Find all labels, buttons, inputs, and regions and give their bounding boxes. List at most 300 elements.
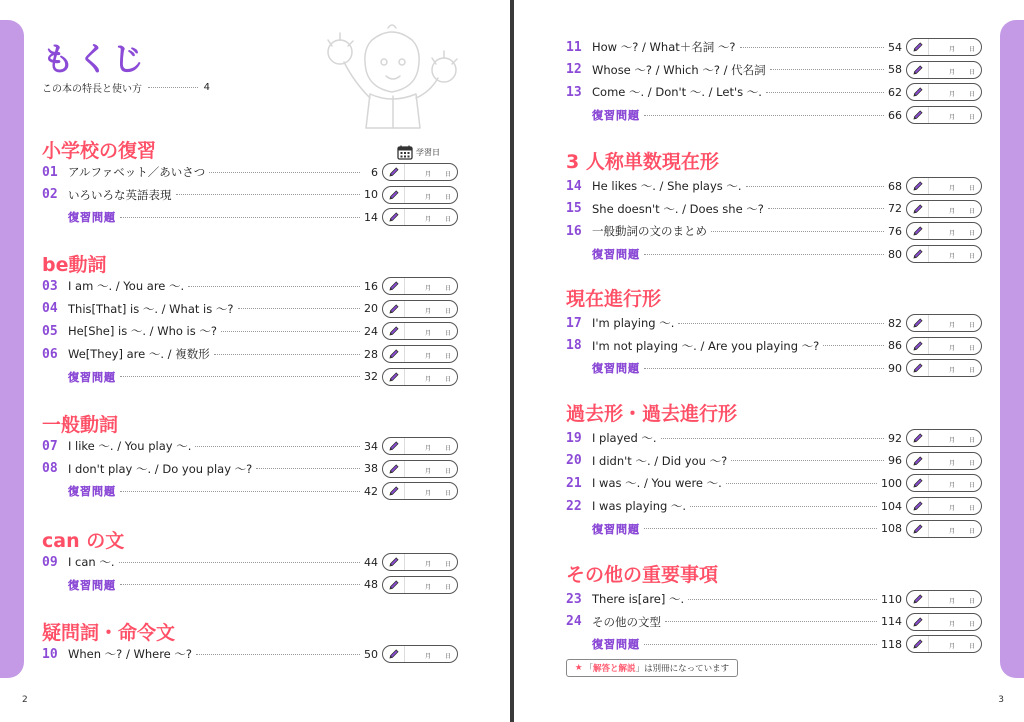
month-label: 月 bbox=[949, 598, 956, 605]
day-label: 日 bbox=[969, 207, 976, 215]
lesson-title: I was playing ～. bbox=[592, 499, 687, 514]
pencil-icon bbox=[907, 315, 929, 331]
pencil-icon bbox=[383, 346, 405, 362]
lesson-title: 復習問題 bbox=[592, 362, 640, 376]
lesson-row[interactable] bbox=[566, 590, 982, 608]
pencil-icon bbox=[907, 591, 929, 607]
month-label: 月 bbox=[949, 527, 956, 535]
day-label: 日 bbox=[969, 68, 976, 76]
pencil-icon bbox=[383, 301, 405, 317]
lesson-page: 24 bbox=[364, 324, 378, 338]
day-label: 日 bbox=[969, 91, 976, 99]
lesson-row[interactable] bbox=[42, 553, 458, 571]
lesson-page: 62 bbox=[888, 85, 902, 99]
month-label: 月 bbox=[949, 91, 956, 99]
page-title: もくじ bbox=[42, 40, 148, 78]
leader-dots bbox=[690, 506, 877, 507]
lesson-row[interactable] bbox=[42, 322, 458, 340]
lesson-number: 10 bbox=[42, 646, 58, 662]
lesson-title: How ～? / What＋名詞 ～? bbox=[592, 40, 736, 54]
leader-dots bbox=[688, 599, 877, 600]
day-label: 日 bbox=[445, 285, 452, 292]
leader-dots bbox=[711, 231, 884, 232]
pencil-icon bbox=[907, 84, 929, 100]
lesson-row[interactable] bbox=[42, 345, 458, 363]
lesson-title: I was ～. / You were ～. bbox=[592, 476, 722, 491]
pencil-icon bbox=[383, 554, 405, 570]
lesson-page: 34 bbox=[364, 439, 378, 453]
study-date-box[interactable] bbox=[906, 635, 982, 653]
lesson-number: 13 bbox=[566, 84, 582, 100]
pencil-icon bbox=[907, 430, 929, 446]
page-number: 3 bbox=[998, 695, 1004, 705]
day-label: 日 bbox=[969, 505, 976, 513]
lesson-page: 68 bbox=[888, 179, 902, 193]
lesson-title: Come ～. / Don't ～. / Let's ～. bbox=[592, 85, 762, 100]
day-label: 日 bbox=[445, 216, 452, 224]
lesson-title: いろいろな英語表現 bbox=[68, 187, 172, 202]
day-label: 日 bbox=[445, 353, 452, 361]
pencil-icon bbox=[907, 475, 929, 491]
note-post: 」は別冊になっています bbox=[635, 664, 730, 674]
lesson-page: 6 bbox=[371, 165, 378, 179]
leader-dots bbox=[740, 47, 884, 48]
pencil-icon bbox=[907, 338, 929, 354]
section-heading: 現在進行形 bbox=[566, 288, 662, 310]
leader-dots bbox=[120, 376, 360, 377]
star-icon: ★ bbox=[574, 663, 583, 673]
study-date-box[interactable] bbox=[906, 177, 982, 195]
month-label: 月 bbox=[949, 505, 956, 513]
pencil-icon bbox=[907, 39, 929, 55]
lesson-row[interactable] bbox=[566, 452, 982, 470]
study-date-box[interactable] bbox=[906, 83, 982, 101]
lesson-title: I like ～. / You play ～. bbox=[68, 439, 192, 453]
day-label: 日 bbox=[969, 344, 976, 352]
lesson-number: 19 bbox=[566, 430, 582, 446]
lesson-title: I'm playing ～. bbox=[592, 316, 675, 330]
section-heading: 疑問詞・命令文 bbox=[42, 622, 176, 644]
lesson-title: This[That] is ～. / What is ～? bbox=[68, 301, 234, 316]
pencil-icon bbox=[907, 246, 929, 262]
leader-dots bbox=[238, 308, 361, 309]
lesson-number: 03 bbox=[42, 278, 58, 294]
study-date-box[interactable] bbox=[382, 277, 458, 295]
leader-dots bbox=[221, 331, 360, 332]
lesson-page: 118 bbox=[881, 637, 902, 651]
leader-dots bbox=[726, 483, 877, 484]
day-label: 日 bbox=[445, 561, 452, 568]
leader-dots bbox=[176, 194, 361, 195]
section-heading: 3 人称単数現在形 bbox=[566, 151, 719, 173]
leader-dots bbox=[644, 115, 884, 116]
lesson-number: 07 bbox=[42, 438, 58, 454]
section-heading: その他の重要事項 bbox=[566, 564, 719, 586]
study-date-box[interactable] bbox=[906, 38, 982, 56]
study-date-box[interactable] bbox=[906, 429, 982, 447]
month-label: 月 bbox=[949, 114, 956, 122]
lesson-number: 16 bbox=[566, 223, 582, 239]
study-date-box[interactable] bbox=[906, 106, 982, 124]
lesson-title: 復習問題 bbox=[592, 522, 640, 536]
intro-page: 4 bbox=[203, 81, 210, 93]
lesson-page: 32 bbox=[364, 370, 378, 384]
left-index-tab bbox=[0, 20, 24, 678]
pencil-icon bbox=[907, 636, 929, 652]
lesson-title: その他の文型 bbox=[592, 614, 661, 629]
review-row[interactable] bbox=[42, 368, 458, 386]
study-date-label bbox=[397, 145, 440, 160]
leader-dots bbox=[644, 644, 877, 645]
day-label: 日 bbox=[445, 583, 452, 591]
lesson-page: 58 bbox=[888, 63, 902, 77]
lesson-title: Whose ～? / Which ～? / 代名詞 bbox=[592, 62, 766, 77]
leader-dots bbox=[644, 528, 877, 529]
study-date-box[interactable] bbox=[906, 520, 982, 538]
month-label: 月 bbox=[949, 620, 956, 628]
lesson-title: 復習問題 bbox=[592, 248, 640, 262]
lesson-page: 50 bbox=[364, 647, 378, 661]
leader-dots bbox=[768, 208, 884, 209]
section-heading: be動詞 bbox=[42, 254, 107, 276]
study-date-box[interactable] bbox=[382, 163, 458, 181]
lesson-row[interactable] bbox=[566, 200, 982, 218]
study-date-box[interactable] bbox=[906, 452, 982, 470]
lesson-page: 110 bbox=[881, 592, 902, 606]
pencil-icon bbox=[907, 201, 929, 217]
lesson-title: アルファベット／あいさつ bbox=[68, 165, 206, 179]
month-label: 月 bbox=[425, 583, 432, 591]
right-index-tab bbox=[1000, 20, 1024, 678]
study-date-box[interactable] bbox=[382, 482, 458, 500]
month-label: 月 bbox=[949, 46, 956, 53]
lesson-row[interactable] bbox=[566, 83, 982, 101]
lesson-page: 76 bbox=[888, 224, 902, 238]
study-date-box[interactable] bbox=[382, 208, 458, 226]
day-label: 日 bbox=[969, 459, 976, 467]
day-label: 日 bbox=[445, 467, 452, 475]
study-date-box[interactable] bbox=[906, 245, 982, 263]
study-date-box[interactable] bbox=[906, 222, 982, 240]
month-label: 月 bbox=[949, 643, 956, 651]
study-date-box[interactable] bbox=[382, 368, 458, 386]
lesson-row[interactable] bbox=[566, 314, 982, 332]
month-label: 月 bbox=[949, 367, 956, 375]
leader-dots bbox=[148, 87, 198, 88]
leader-dots bbox=[196, 654, 360, 655]
lesson-page: 54 bbox=[888, 40, 902, 54]
pencil-icon bbox=[383, 646, 405, 662]
month-label: 月 bbox=[425, 375, 432, 383]
study-date-box[interactable] bbox=[382, 345, 458, 363]
review-row[interactable] bbox=[566, 245, 982, 263]
leader-dots bbox=[214, 354, 360, 355]
lesson-title: I'm not playing ～. / Are you playing ～? bbox=[592, 338, 820, 353]
lesson-title: There is[are] ～. bbox=[592, 592, 685, 606]
lesson-number: 22 bbox=[566, 498, 582, 514]
study-date-box[interactable] bbox=[382, 645, 458, 663]
pencil-icon bbox=[383, 187, 405, 203]
month-label: 月 bbox=[949, 185, 956, 192]
leader-dots bbox=[766, 92, 884, 93]
lesson-page: 44 bbox=[364, 555, 378, 569]
leader-dots bbox=[665, 621, 877, 622]
month-label: 月 bbox=[425, 171, 432, 178]
pencil-icon bbox=[383, 461, 405, 477]
mascot-illustration bbox=[322, 22, 462, 132]
leader-dots bbox=[119, 562, 360, 563]
pencil-icon bbox=[383, 164, 405, 180]
month-label: 月 bbox=[949, 253, 956, 261]
day-label: 日 bbox=[969, 598, 976, 605]
study-date-box[interactable] bbox=[906, 497, 982, 515]
lesson-row[interactable] bbox=[566, 38, 982, 56]
lesson-number: 12 bbox=[566, 62, 582, 78]
month-label: 月 bbox=[949, 230, 956, 238]
lesson-page: 16 bbox=[364, 279, 378, 293]
leader-dots bbox=[770, 69, 884, 70]
month-label: 月 bbox=[949, 68, 956, 76]
leader-dots bbox=[195, 446, 360, 447]
review-row[interactable] bbox=[42, 482, 458, 500]
lesson-number: 17 bbox=[566, 315, 582, 331]
lesson-number: 18 bbox=[566, 338, 582, 354]
lesson-title: 復習問題 bbox=[68, 485, 116, 499]
day-label: 日 bbox=[445, 171, 452, 178]
day-label: 日 bbox=[445, 307, 452, 315]
study-date-box[interactable] bbox=[906, 200, 982, 218]
study-date-box[interactable] bbox=[382, 576, 458, 594]
pencil-icon bbox=[907, 107, 929, 123]
lesson-number: 05 bbox=[42, 323, 58, 339]
day-label: 日 bbox=[445, 330, 452, 338]
left-page bbox=[0, 0, 510, 722]
leader-dots bbox=[731, 460, 884, 461]
month-label: 月 bbox=[949, 344, 956, 352]
lesson-title: 復習問題 bbox=[68, 578, 116, 592]
study-date-box[interactable] bbox=[382, 460, 458, 478]
day-label: 日 bbox=[445, 445, 452, 452]
leader-dots bbox=[120, 491, 360, 492]
lesson-row[interactable] bbox=[566, 222, 982, 240]
day-label: 日 bbox=[445, 193, 452, 201]
month-label: 月 bbox=[425, 193, 432, 201]
pencil-icon bbox=[907, 521, 929, 537]
study-date-box[interactable] bbox=[906, 359, 982, 377]
study-date-text: 学習日 bbox=[416, 148, 440, 157]
leader-dots bbox=[823, 345, 884, 346]
study-date-box[interactable] bbox=[906, 474, 982, 492]
pencil-icon bbox=[383, 438, 405, 454]
lesson-number: 23 bbox=[566, 591, 582, 607]
day-label: 日 bbox=[969, 643, 976, 651]
lesson-number: 20 bbox=[566, 453, 582, 469]
lesson-number: 01 bbox=[42, 164, 58, 180]
lesson-page: 48 bbox=[364, 578, 378, 592]
lesson-title: 一般動詞の文のまとめ bbox=[592, 224, 707, 239]
pencil-icon bbox=[383, 209, 405, 225]
day-label: 日 bbox=[969, 253, 976, 261]
lesson-page: 38 bbox=[364, 462, 378, 476]
lesson-page: 82 bbox=[888, 316, 902, 330]
lesson-row[interactable] bbox=[42, 437, 458, 455]
lesson-row[interactable] bbox=[42, 277, 458, 295]
lesson-row[interactable] bbox=[566, 474, 982, 492]
month-label: 月 bbox=[425, 490, 432, 498]
study-date-box[interactable] bbox=[906, 337, 982, 355]
page-number: 2 bbox=[22, 695, 28, 705]
day-label: 日 bbox=[969, 437, 976, 444]
lesson-number: 21 bbox=[566, 475, 582, 491]
lesson-title: 復習問題 bbox=[68, 370, 116, 384]
lesson-title: 復習問題 bbox=[68, 211, 116, 225]
month-label: 月 bbox=[425, 353, 432, 361]
month-label: 月 bbox=[425, 653, 432, 660]
lesson-page: 66 bbox=[888, 108, 902, 122]
lesson-page: 14 bbox=[364, 210, 378, 224]
pencil-icon bbox=[907, 178, 929, 194]
lesson-page: 28 bbox=[364, 347, 378, 361]
lesson-page: 90 bbox=[888, 361, 902, 375]
day-label: 日 bbox=[445, 490, 452, 498]
lesson-row[interactable] bbox=[566, 177, 982, 195]
study-date-box[interactable] bbox=[906, 61, 982, 79]
lesson-row[interactable] bbox=[42, 186, 458, 204]
pencil-icon bbox=[907, 498, 929, 514]
lesson-row[interactable] bbox=[566, 497, 982, 515]
month-label: 月 bbox=[949, 459, 956, 467]
month-label: 月 bbox=[949, 322, 956, 329]
pencil-icon bbox=[907, 360, 929, 376]
right-page bbox=[514, 0, 1024, 722]
month-label: 月 bbox=[425, 330, 432, 338]
lesson-title: She doesn't ～. / Does she ～? bbox=[592, 201, 764, 216]
lesson-number: 24 bbox=[566, 614, 582, 630]
day-label: 日 bbox=[969, 322, 976, 329]
leader-dots bbox=[209, 172, 360, 173]
pencil-icon bbox=[907, 223, 929, 239]
study-date-box[interactable] bbox=[906, 613, 982, 631]
lesson-row[interactable] bbox=[566, 429, 982, 447]
lesson-row[interactable] bbox=[42, 645, 458, 663]
review-row[interactable] bbox=[566, 106, 982, 124]
lesson-row[interactable] bbox=[566, 337, 982, 355]
pencil-icon bbox=[907, 62, 929, 78]
lesson-page: 114 bbox=[881, 615, 902, 629]
day-label: 日 bbox=[969, 46, 976, 53]
review-row[interactable] bbox=[42, 208, 458, 226]
lesson-title: I didn't ～. / Did you ～? bbox=[592, 453, 728, 468]
lesson-title: 復習問題 bbox=[592, 109, 640, 123]
study-date-box[interactable] bbox=[382, 322, 458, 340]
calendar-icon bbox=[397, 145, 413, 160]
lesson-title: When ～? / Where ～? bbox=[68, 647, 193, 661]
lesson-title: We[They] are ～. / 複数形 bbox=[68, 347, 210, 362]
lesson-title: I played ～. bbox=[592, 431, 657, 445]
leader-dots bbox=[188, 286, 360, 287]
leader-dots bbox=[256, 468, 360, 469]
lesson-number: 02 bbox=[42, 187, 58, 203]
study-date-box[interactable] bbox=[906, 590, 982, 608]
section-heading: 過去形・過去進行形 bbox=[566, 403, 738, 425]
leader-dots bbox=[678, 323, 884, 324]
lesson-page: 86 bbox=[888, 339, 902, 353]
month-label: 月 bbox=[425, 285, 432, 292]
lesson-row[interactable] bbox=[42, 460, 458, 478]
lesson-row[interactable] bbox=[566, 613, 982, 631]
lesson-title: 復習問題 bbox=[592, 638, 640, 652]
day-label: 日 bbox=[969, 482, 976, 490]
study-date-box[interactable] bbox=[382, 437, 458, 455]
lesson-page: 80 bbox=[888, 247, 902, 261]
leader-dots bbox=[120, 217, 360, 218]
leader-dots bbox=[120, 584, 360, 585]
day-label: 日 bbox=[969, 620, 976, 628]
day-label: 日 bbox=[445, 653, 452, 660]
leader-dots bbox=[746, 186, 884, 187]
answer-booklet-note bbox=[566, 659, 738, 677]
leader-dots bbox=[644, 368, 884, 369]
month-label: 月 bbox=[949, 207, 956, 215]
lesson-row[interactable] bbox=[42, 300, 458, 318]
pencil-icon bbox=[383, 483, 405, 499]
pencil-icon bbox=[383, 278, 405, 294]
pencil-icon bbox=[907, 453, 929, 469]
lesson-page: 104 bbox=[881, 499, 902, 513]
study-date-box[interactable] bbox=[906, 314, 982, 332]
intro-text: この本の特長と使い方 bbox=[42, 83, 142, 95]
pencil-icon bbox=[383, 577, 405, 593]
review-row[interactable] bbox=[566, 520, 982, 538]
review-row[interactable] bbox=[42, 576, 458, 594]
review-row[interactable] bbox=[566, 359, 982, 377]
section-heading: can の文 bbox=[42, 530, 125, 552]
lesson-number: 06 bbox=[42, 346, 58, 362]
lesson-title: I don't play ～. / Do you play ～? bbox=[68, 461, 253, 476]
study-date-box[interactable] bbox=[382, 553, 458, 571]
pencil-icon bbox=[907, 614, 929, 630]
day-label: 日 bbox=[969, 367, 976, 375]
lesson-row[interactable] bbox=[42, 163, 458, 181]
study-date-box[interactable] bbox=[382, 186, 458, 204]
leader-dots bbox=[644, 254, 884, 255]
lesson-number: 15 bbox=[566, 201, 582, 217]
lesson-page: 96 bbox=[888, 454, 902, 468]
lesson-number: 04 bbox=[42, 301, 58, 317]
lesson-number: 09 bbox=[42, 554, 58, 570]
intro-row[interactable] bbox=[42, 80, 210, 94]
month-label: 月 bbox=[425, 467, 432, 475]
pencil-icon bbox=[383, 323, 405, 339]
section-heading: 小学校の復習 bbox=[42, 140, 157, 162]
lesson-title: He[She] is ～. / Who is ～? bbox=[68, 324, 217, 339]
study-date-box[interactable] bbox=[382, 300, 458, 318]
review-row[interactable] bbox=[566, 635, 982, 653]
lesson-page: 72 bbox=[888, 202, 902, 216]
lesson-page: 42 bbox=[364, 484, 378, 498]
day-label: 日 bbox=[969, 527, 976, 535]
lesson-title: I am ～. / You are ～. bbox=[68, 279, 185, 293]
lesson-title: He likes ～. / She plays ～. bbox=[592, 179, 742, 193]
lesson-number: 11 bbox=[566, 39, 582, 55]
note-pre: 「 bbox=[584, 664, 594, 674]
lesson-row[interactable] bbox=[566, 61, 982, 79]
lesson-title: I can ～. bbox=[68, 555, 115, 569]
note-bold: 解答と解説 bbox=[593, 664, 636, 674]
lesson-number: 14 bbox=[566, 178, 582, 194]
leader-dots bbox=[661, 438, 884, 439]
month-label: 月 bbox=[425, 307, 432, 315]
